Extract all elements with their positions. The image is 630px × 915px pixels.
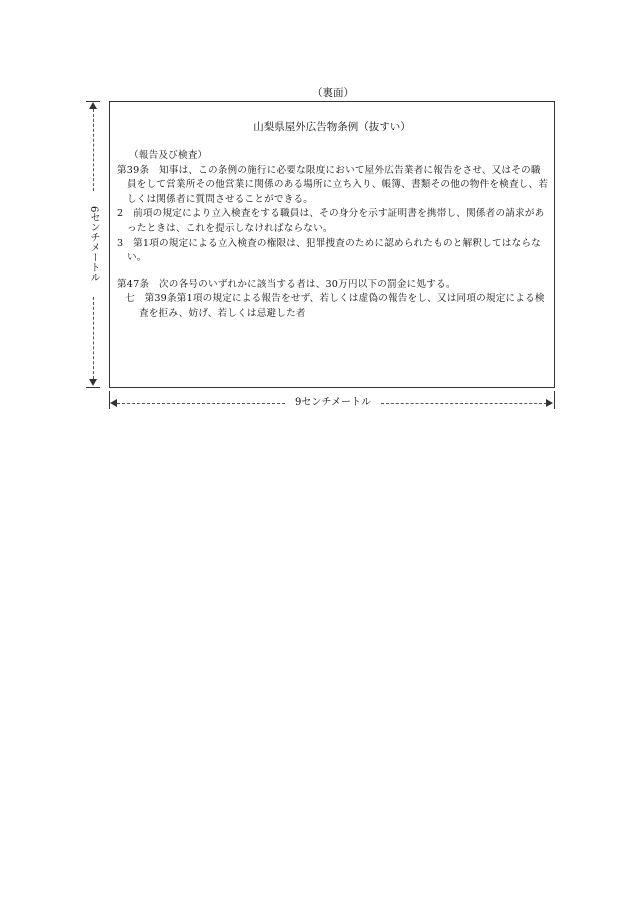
article-39-paragraph-3: 3 第1項の規定による立入検査の権限は、犯罪捜査のために認められたものと解釈してはならない。 — [117, 237, 541, 264]
article-39-paragraph-2: 2 前項の規定により立入検査をする職員は、その身分を示す証明書を携帯し、関係者の請求があったときは、これを提示しなければならない。 — [117, 208, 545, 234]
article-39: 第39条 知事は、この条例の施行に必要な限度において屋外広告業者に報告をさせ、又はその職員をして営業所その他営業に関係のある場所に立ち入り、帳簿、書類その他の物件を検査し、若しくは関係者に質問させることができる。 — [117, 164, 549, 205]
card-title: 山梨県屋外広告物条例（抜すい） — [253, 121, 411, 133]
id-card-back — [109, 101, 555, 388]
article-47-item-7: 七 第39条第1項の規定による報告をせず、若しくは虚偽の報告をし、又は同項の規定による検査を拒み、妨げ、若しくは忌避した者 — [125, 293, 545, 319]
dimension-tick-right — [554, 391, 555, 409]
dimension-line — [381, 403, 547, 404]
dimension-line — [93, 297, 94, 379]
height-dimension — [86, 101, 100, 388]
height-dimension-label: 6センチメートル — [87, 195, 99, 293]
arrow-right-icon — [546, 399, 553, 407]
card-body — [117, 149, 549, 322]
width-dimension-label: 9センチメートル — [285, 396, 381, 410]
dimension-line — [93, 109, 94, 191]
side-label: （裏面） — [312, 87, 354, 99]
spacer — [117, 266, 549, 278]
arrow-up-icon — [89, 102, 97, 109]
dimension-tick-bottom — [86, 387, 100, 388]
dimension-line — [117, 403, 285, 404]
arrow-left-icon — [110, 399, 117, 407]
width-dimension — [109, 397, 555, 411]
arrow-down-icon — [89, 379, 97, 386]
article-47: 第47条 次の各号のいずれかに該当する者は、30万円以下の罰金に処する。 — [117, 278, 456, 290]
section-heading: （報告及び検査） — [129, 150, 208, 161]
